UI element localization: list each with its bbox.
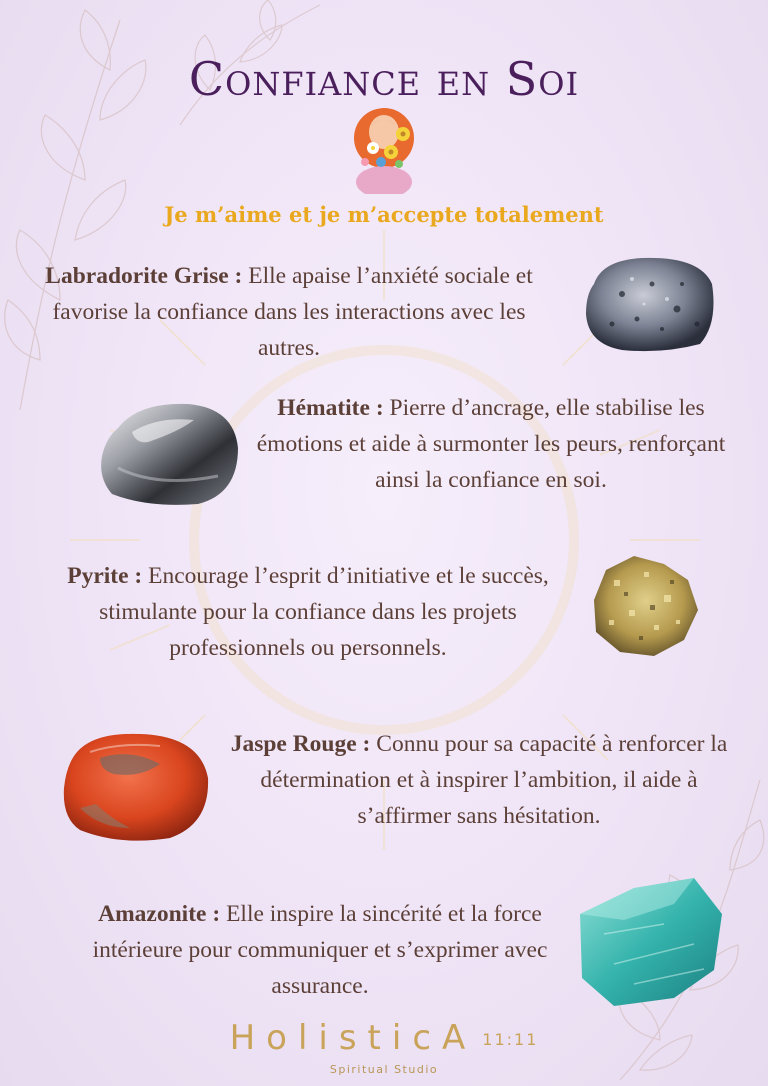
stone-text: Pierre d’ancrage, elle stabilise les émotions et aide à surmonter les peurs, renforçant ainsi la confiance en soi. <box>256 395 726 493</box>
hematite-stone-image <box>98 398 242 510</box>
stone-description-red-jasper <box>222 726 736 834</box>
stone-name: Pyrite : <box>67 563 143 589</box>
holistica-logo <box>0 1018 768 1058</box>
stone-name: Labradorite Grise : <box>45 263 243 289</box>
red-jasper-stone-image <box>60 728 212 846</box>
stone-text: Connu pour sa capacité à renforcer la détermination et à inspirer l’ambition, il aide à s’affirmer sans hésitation. <box>260 731 728 829</box>
logo-wordmark: HolisticA <box>229 1018 477 1058</box>
amazonite-stone-image <box>574 874 726 1010</box>
page-title: Confiance en Soi <box>188 52 580 106</box>
stone-description-amazonite <box>60 896 580 1004</box>
stone-name: Hématite : <box>277 395 384 421</box>
stone-text: Encourage l’esprit d’initiative et le succès, stimulante pour la confiance dans les projets professionnels ou personnels. <box>99 563 549 661</box>
stone-text: Elle inspire la sincérité et la force intérieure pour communiquer et s’exprimer avec assurance. <box>92 901 548 999</box>
logo-tagline: Spiritual Studio <box>329 1063 439 1076</box>
woman-with-flowers-illustration <box>341 104 427 194</box>
logo-number: 11:11 <box>482 1030 539 1049</box>
stone-description-hematite <box>246 390 736 498</box>
subtitle-affirmation: Je m’aime et je m’accepte totalement <box>164 202 604 227</box>
stone-name: Jaspe Rouge : <box>230 731 371 757</box>
stone-text: Elle apaise l’anxiété sociale et favorise la confiance dans les interactions avec les autres. <box>52 263 533 361</box>
stone-description-labradorite <box>36 258 542 366</box>
stone-description-pyrite <box>58 558 558 666</box>
labradorite-stone-image <box>582 254 718 354</box>
pyrite-stone-image <box>584 550 702 662</box>
stone-name: Amazonite : <box>98 901 221 927</box>
